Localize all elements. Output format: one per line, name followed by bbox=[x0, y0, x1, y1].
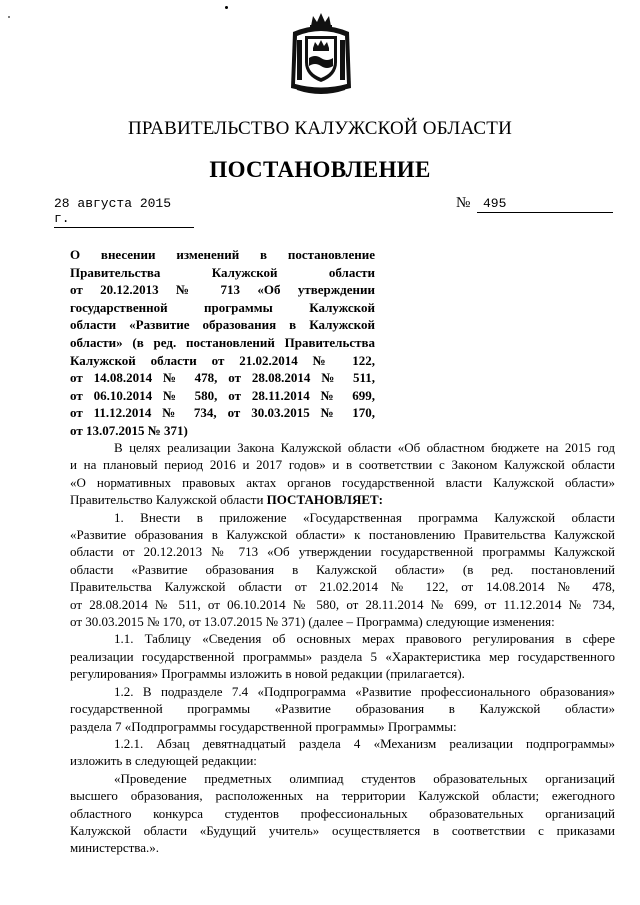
body-line-resolves bbox=[70, 491, 615, 508]
number-label: № bbox=[456, 195, 471, 211]
subject-line: Калужской области от 21.02.2014 № 122, bbox=[70, 352, 375, 368]
body-line: раздела 7 «Подпрограммы государственной программы» Программы: bbox=[70, 718, 457, 734]
body-line: областного конкурса студентов профессиональных образовательных организаций bbox=[70, 805, 615, 821]
body-line: области от 20.12.2013 № 713 «Об утверждении государственной программы Калужской bbox=[70, 544, 615, 560]
body-line: «Проведение предметных олимпиад студентов образовательных организаций bbox=[114, 770, 615, 786]
subject-line: от 20.12.2013 № 713 «Об утверждении bbox=[70, 282, 375, 298]
scan-speck bbox=[8, 16, 10, 18]
body-line: регулирования» Программы изложить в новой редакции (прилагается). bbox=[70, 666, 465, 682]
body-line: высшего образования, расположенных на территории Калужской области; ежегодного bbox=[70, 788, 615, 804]
scan-speck bbox=[225, 6, 228, 9]
body-line: министерства.». bbox=[70, 840, 160, 856]
body-line: области «Развитие образования в Калужской области» (в ред. постановлений bbox=[70, 561, 615, 577]
body-line: и на плановый период 2016 и 2017 годов» и в соответствии с Законом Калужской области bbox=[70, 457, 615, 473]
body-line: реализации государственной программы» раздела 5 «Характеристика мер государственного bbox=[70, 648, 615, 664]
document-subject bbox=[70, 246, 375, 440]
subject-line: от 14.08.2014 № 478, от 28.08.2014 № 511, bbox=[70, 370, 375, 386]
government-title: ПРАВИТЕЛЬСТВО КАЛУЖСКОЙ ОБЛАСТИ bbox=[127, 118, 513, 139]
document-date: 28 августа 2015 г. bbox=[54, 196, 194, 228]
document-body bbox=[70, 439, 615, 857]
subject-line: области» (в ред. постановлений Правительства bbox=[70, 334, 375, 350]
subject-line: Правительства Калужской области bbox=[70, 264, 375, 280]
document-number: 495 bbox=[477, 196, 613, 213]
coat-of-arms-icon bbox=[287, 10, 355, 98]
subject-line: от 13.07.2015 № 371) bbox=[70, 422, 188, 438]
body-line: Калужской области «Будущий учитель» осуществляется в соответствии с приказами bbox=[70, 822, 615, 838]
body-line: 1. Внести в приложение «Государственная программа Калужской области bbox=[114, 509, 615, 525]
subject-line: О внесении изменений в постановление bbox=[70, 247, 375, 262]
body-line: от 28.08.2014 № 511, от 06.10.2014 № 580, от 28.11.2014 № 699, от 11.12.2014 № 734, bbox=[70, 596, 615, 612]
body-line: «О нормативных правовых актах органов государственной власти Калужской области» bbox=[70, 474, 615, 490]
subject-line: области «Развитие образования в Калужской bbox=[70, 317, 375, 333]
subject-line: от 11.12.2014 № 734, от 30.03.2015 № 170, bbox=[70, 405, 375, 421]
body-line: Правительства Калужской области от 21.02.2014 № 122, от 14.08.2014 № 478, bbox=[70, 579, 615, 595]
resolves-keyword: ПОСТАНОВЛЯЕТ: bbox=[266, 492, 383, 508]
body-line: государственной программы «Развитие образования в Калужской области» bbox=[70, 701, 615, 717]
body-line: 1.2. В подразделе 7.4 «Подпрограмма «Развитие профессионального образования» bbox=[114, 683, 615, 699]
document-type: ПОСТАНОВЛЕНИЕ bbox=[209, 157, 431, 182]
body-line: 1.1. Таблицу «Сведения об основных мерах правового регулирования в сфере bbox=[114, 631, 615, 647]
body-text: Правительство Калужской области bbox=[70, 492, 264, 508]
body-line: 1.2.1. Абзац девятнадцатый раздела 4 «Механизм реализации подпрограммы» bbox=[114, 735, 615, 751]
subject-line: от 06.10.2014 № 580, от 28.11.2014 № 699, bbox=[70, 387, 375, 403]
subject-line: государственной программы Калужской bbox=[70, 299, 375, 315]
body-line: от 30.03.2015 № 170, от 13.07.2015 № 371) (далее – Программа) следующие изменения: bbox=[70, 614, 555, 630]
body-line: «Развитие образования в Калужской области» к постановлению Правительства Калужской bbox=[70, 527, 615, 543]
body-line: изложить в следующей редакции: bbox=[70, 753, 257, 769]
body-line: В целях реализации Закона Калужской области «Об областном бюджете на 2015 год bbox=[114, 440, 615, 455]
